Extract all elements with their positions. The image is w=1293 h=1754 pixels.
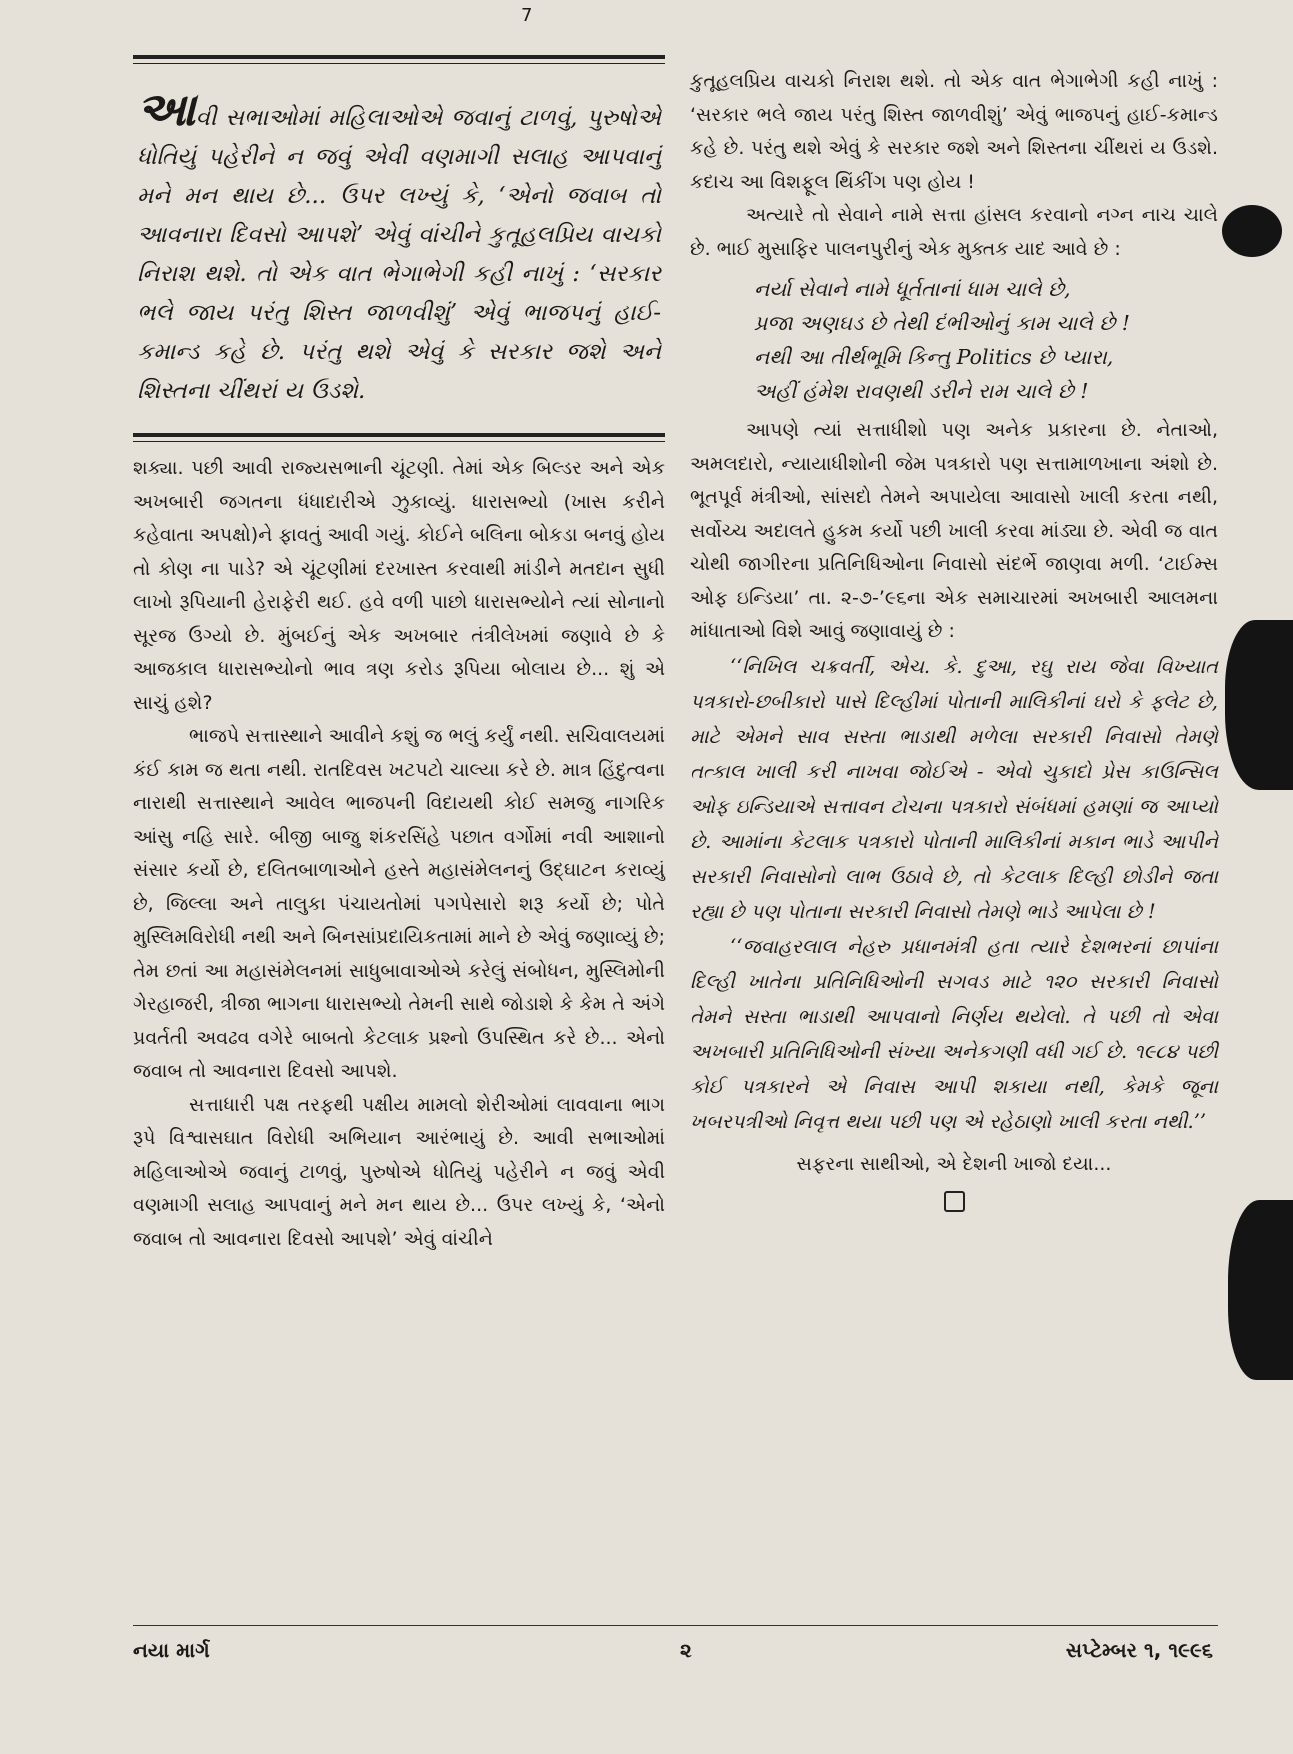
paper-damage-hole: [1222, 205, 1282, 257]
footer-page-number: ૨: [680, 1638, 692, 1662]
left-paragraph-1: શક્યા. પછી આવી રાજ્યસભાની ચૂંટણી. તેમાં એક બિલ્ડર અને એક અખબારી જગતના ધંધાદારીએ ઝુકાવ્યું. ધારાસભ્યો (ખાસ કરીને કહેવાતા અપક્ષો)ને ફાવતું આવી ગયું. કોઈને બલિના બોકડા બનવું હોય તો કોણ ના પાડે? એ ચૂંટણીમાં દરખાસ્ત કરવાથી માંડીને મતદાન સુધી લાખો રૂપિયાની હેરાફેરી થઈ. હવે વળી પાછો ધારાસભ્યોને ત્યાં સોનાનો સૂરજ ઉગ્યો છે. મુંબઈનું એક અખબાર તંત્રીલેખમાં જણાવે છે કે આજકાલ ધારાસભ્યોનો ભાવ ત્રણ કરોડ રૂપિયા બોલાય છે... શું એ સાચું હશે?: [133, 457, 665, 714]
right-paragraph-3: આપણે ત્યાં સત્તાધીશો પણ અનેક પ્રકારના છે. નેતાઓ, અમલદારો, ન્યાયાધીશોની જેમ પત્રકારો પણ સત્તામાળખાના અંશો છે. ભૂતપૂર્વ મંત્રીઓ, સાંસદો તેમને અપાયેલા આવાસો ખાલી કરતા નથી, સર્વોચ્ચ અદાલતે હુકમ કર્યો પછી ખાલી કરવા માંડ્યા છે. એવી જ વાત ચોથી જાગીરના પ્રતિનિધિઓના નિવાસો સંદર્ભે જાણવા મળી. ‘ટાઈમ્સ ઓફ ઇન્ડિયા’ તા. ૨-૭-’૯૬ના એક સમાચારમાં અખબારી આલમના માંધાતાઓ વિશે આવું જણાવાયું છે :: [690, 419, 1218, 642]
pullquote-top-rule: [133, 55, 665, 64]
quotation-1: ‘‘નિખિલ ચક્રવર્તી, એચ. કે. દુઆ, રઘુ રાય જેવા વિખ્યાત પત્રકારો-છબીકારો પાસે દિલ્હીમાં પોતાની માલિકીનાં ઘરો કે ફ્લેટ છે, માટે એમને સાવ સસ્તા ભાડાથી મળેલા સરકારી નિવાસો તેમણે તત્કાલ ખાલી કરી નાખવા જોઈએ - એવો ચુકાદો પ્રેસ કાઉન્સિલ ઓફ ઇન્ડિયાએ સત્તાવન ટોચના પત્રકારો સંબંધમાં હમણાં જ આપ્યો છે. આમાંના કેટલાક પત્રકારો પોતાની માલિકીનાં મકાન ભાડે આપીને સરકારી નિવાસોનો લાભ ઉઠાવે છે, તો કેટલાક દિલ્હી છોડીને જતા રહ્યા છે પણ પોતાના સરકારી નિવાસો તેમણે ભાડે આપેલા છે !: [690, 654, 1218, 923]
closing-line: સફરના સાથીઓ, એ દેશની ખાજો દયા...: [796, 1152, 1112, 1175]
right-paragraph-2: અત્યારે તો સેવાને નામે સત્તા હાંસલ કરવાનો નગ્ન નાચ ચાલે છે. ભાઈ મુસાફિર પાલનપુરીનું એક મુક્તક યાદ આવે છે :: [690, 204, 1218, 260]
paper-damage-hole: [1225, 620, 1293, 790]
left-paragraph-2: ભાજપે સત્તાસ્થાને આવીને કશું જ ભલું કર્યું નથી. સચિવાલયમાં કંઈ કામ જ થતા નથી. રાતદિવસ ખટપટો ચાલ્યા કરે છે. માત્ર હિંદુત્વના નારાથી સત્તાસ્થાને આવેલ ભાજપની વિદાયથી કોઈ સમજુ નાગરિક આંસુ નહિ સારે. બીજી બાજુ શંકરસિંહે પછાત વર્ગોમાં નવી આશાનો સંસાર કર્યો છે, દલિતબાળાઓને હસ્તે મહાસંમેલનનું ઉદ્ઘાટન કરાવ્યું છે, જિલ્લા અને તાલુકા પંચાયતોમાં પગપેસારો શરૂ કર્યો છે; પોતે મુસ્લિમવિરોધી નથી અને બિનસાંપ્રદાયિકતામાં માને છે એવું જણાવ્યું છે; તેમ છતાં આ મહાસંમેલનમાં સાધુબાવાઓએ કરેલું સંબોધન, મુસ્લિમોની ગેરહાજરી, ત્રીજા ભાગના ધારાસભ્યો તેમની સાથે જોડાશે કે કેમ તે અંગે પ્રવર્તતી અવઢવ વગેરે બાબતો કેટલાક પ્રશ્નો ઉપસ્થિત કરે છે... એનો જવાબ તો આવનારા દિવસો આપશે.: [133, 725, 665, 1082]
right-paragraph-1: કુતૂહલપ્રિય વાચકો નિરાશ થશે. તો એક વાત ભેગાભેગી કહી નાખું : ‘સરકાર ભલે જાય પરંતુ શિસ્ત જાળવીશું’ એવું ભાજપનું હાઈ-કમાન્ડ કહે છે. પરંતુ થશે એવું કે સરકાર જશે અને શિસ્તના ચીંથરાં ય ઉડશે. કદાચ આ વિશફૂલ થિંકીંગ પણ હોય !: [690, 70, 1218, 193]
pullquote: [137, 82, 661, 411]
paper-damage-hole: [1228, 1200, 1293, 1380]
quotation-2: ‘‘જવાહરલાલ નેહરુ પ્રધાનમંત્રી હતા ત્યારે દેશભરનાં છાપાંના દિલ્હી ખાતેના પ્રતિનિધિઓની સગવડ માટે ૧૨૦ સરકારી નિવાસો તેમને સસ્તા ભાડાથી આપવાનો નિર્ણય થયેલો. તે પછી તો એવા અખબારી પ્રતિનિધિઓની સંખ્યા અનેકગણી વધી ગઈ છે. ૧૯૮૪ પછી કોઈ પત્રકારને એ નિવાસ આપી શકાયા નથી, કેમકે જૂના ખબરપત્રીઓ નિવૃત્ત થયા પછી પણ એ રહેઠાણો ખાલી કરતા નથી.’’: [690, 934, 1218, 1133]
left-column: [133, 55, 665, 1256]
pullquote-dropcap: આ: [137, 82, 196, 136]
page-top-mark: 7: [521, 5, 533, 26]
verse-line: નથી આ તીર્થભૂમિ કિન્તુ Politics છે પ્યારા,: [754, 345, 1114, 369]
footer-date: સપ્ટેમ્બર ૧, ૧૯૯૬: [1065, 1638, 1213, 1662]
verse-block: [754, 272, 1218, 408]
verse-line: પ્રજા અણઘડ છે તેથી દંભીઓનું કામ ચાલે છે !: [754, 311, 1130, 335]
end-of-article-mark: [944, 1191, 965, 1212]
pullquote-text: વી સભાઓમાં મહિલાઓએ જવાનું ટાળવું, પુરુષોએ ધોતિયું પહેરીને ન જવું એવી વણમાગી સલાહ આપવાનું મને મન થાય છે... ઉપર લખ્યું કે, ‘એનો જવાબ તો આવનારા દિવસો આપશે’ એવું વાંચીને કુતૂહલપ્રિય વાચકો નિરાશ થશે. તો એક વાત ભેગાભેગી કહી નાખું : ‘સરકાર ભલે જાય પરંતુ શિસ્ત જાળવીશું’ એવું ભાજપનું હાઈ-કમાન્ડ કહે છે. પરંતુ થશે એવું કે સરકાર જશે અને શિસ્તના ચીંથરાં ય ઉડશે.: [137, 105, 661, 404]
right-column: [690, 65, 1218, 1212]
verse-line: અહીં હંમેશ રાવણથી ડરીને રામ ચાલે છે !: [754, 379, 1089, 403]
footer-publication-name: નયા માર્ગ: [133, 1638, 210, 1662]
left-paragraph-3: સત્તાધારી પક્ષ તરફથી પક્ષીય મામલો શેરીઓમાં લાવવાના ભાગ રૂપે વિશ્વાસઘાત વિરોધી અભિયાન આરંભાયું છે. આવી સભાઓમાં મહિલાઓએ જવાનું ટાળવું, પુરુષોએ ધોતિયું પહેરીને ન જવું એવી વણમાગી સલાહ આપવાનું મને મન થાય છે... ઉપર લખ્યું કે, ‘એનો જવાબ તો આવનારા દિવસો આપશે’ એવું વાંચીને: [133, 1093, 665, 1250]
verse-line: નર્યા સેવાને નામે ધૂર્તતાનાં ધામ ચાલે છે,: [754, 277, 1071, 301]
pullquote-bottom-rule: [133, 433, 665, 442]
footer-rule: [133, 1625, 1218, 1626]
